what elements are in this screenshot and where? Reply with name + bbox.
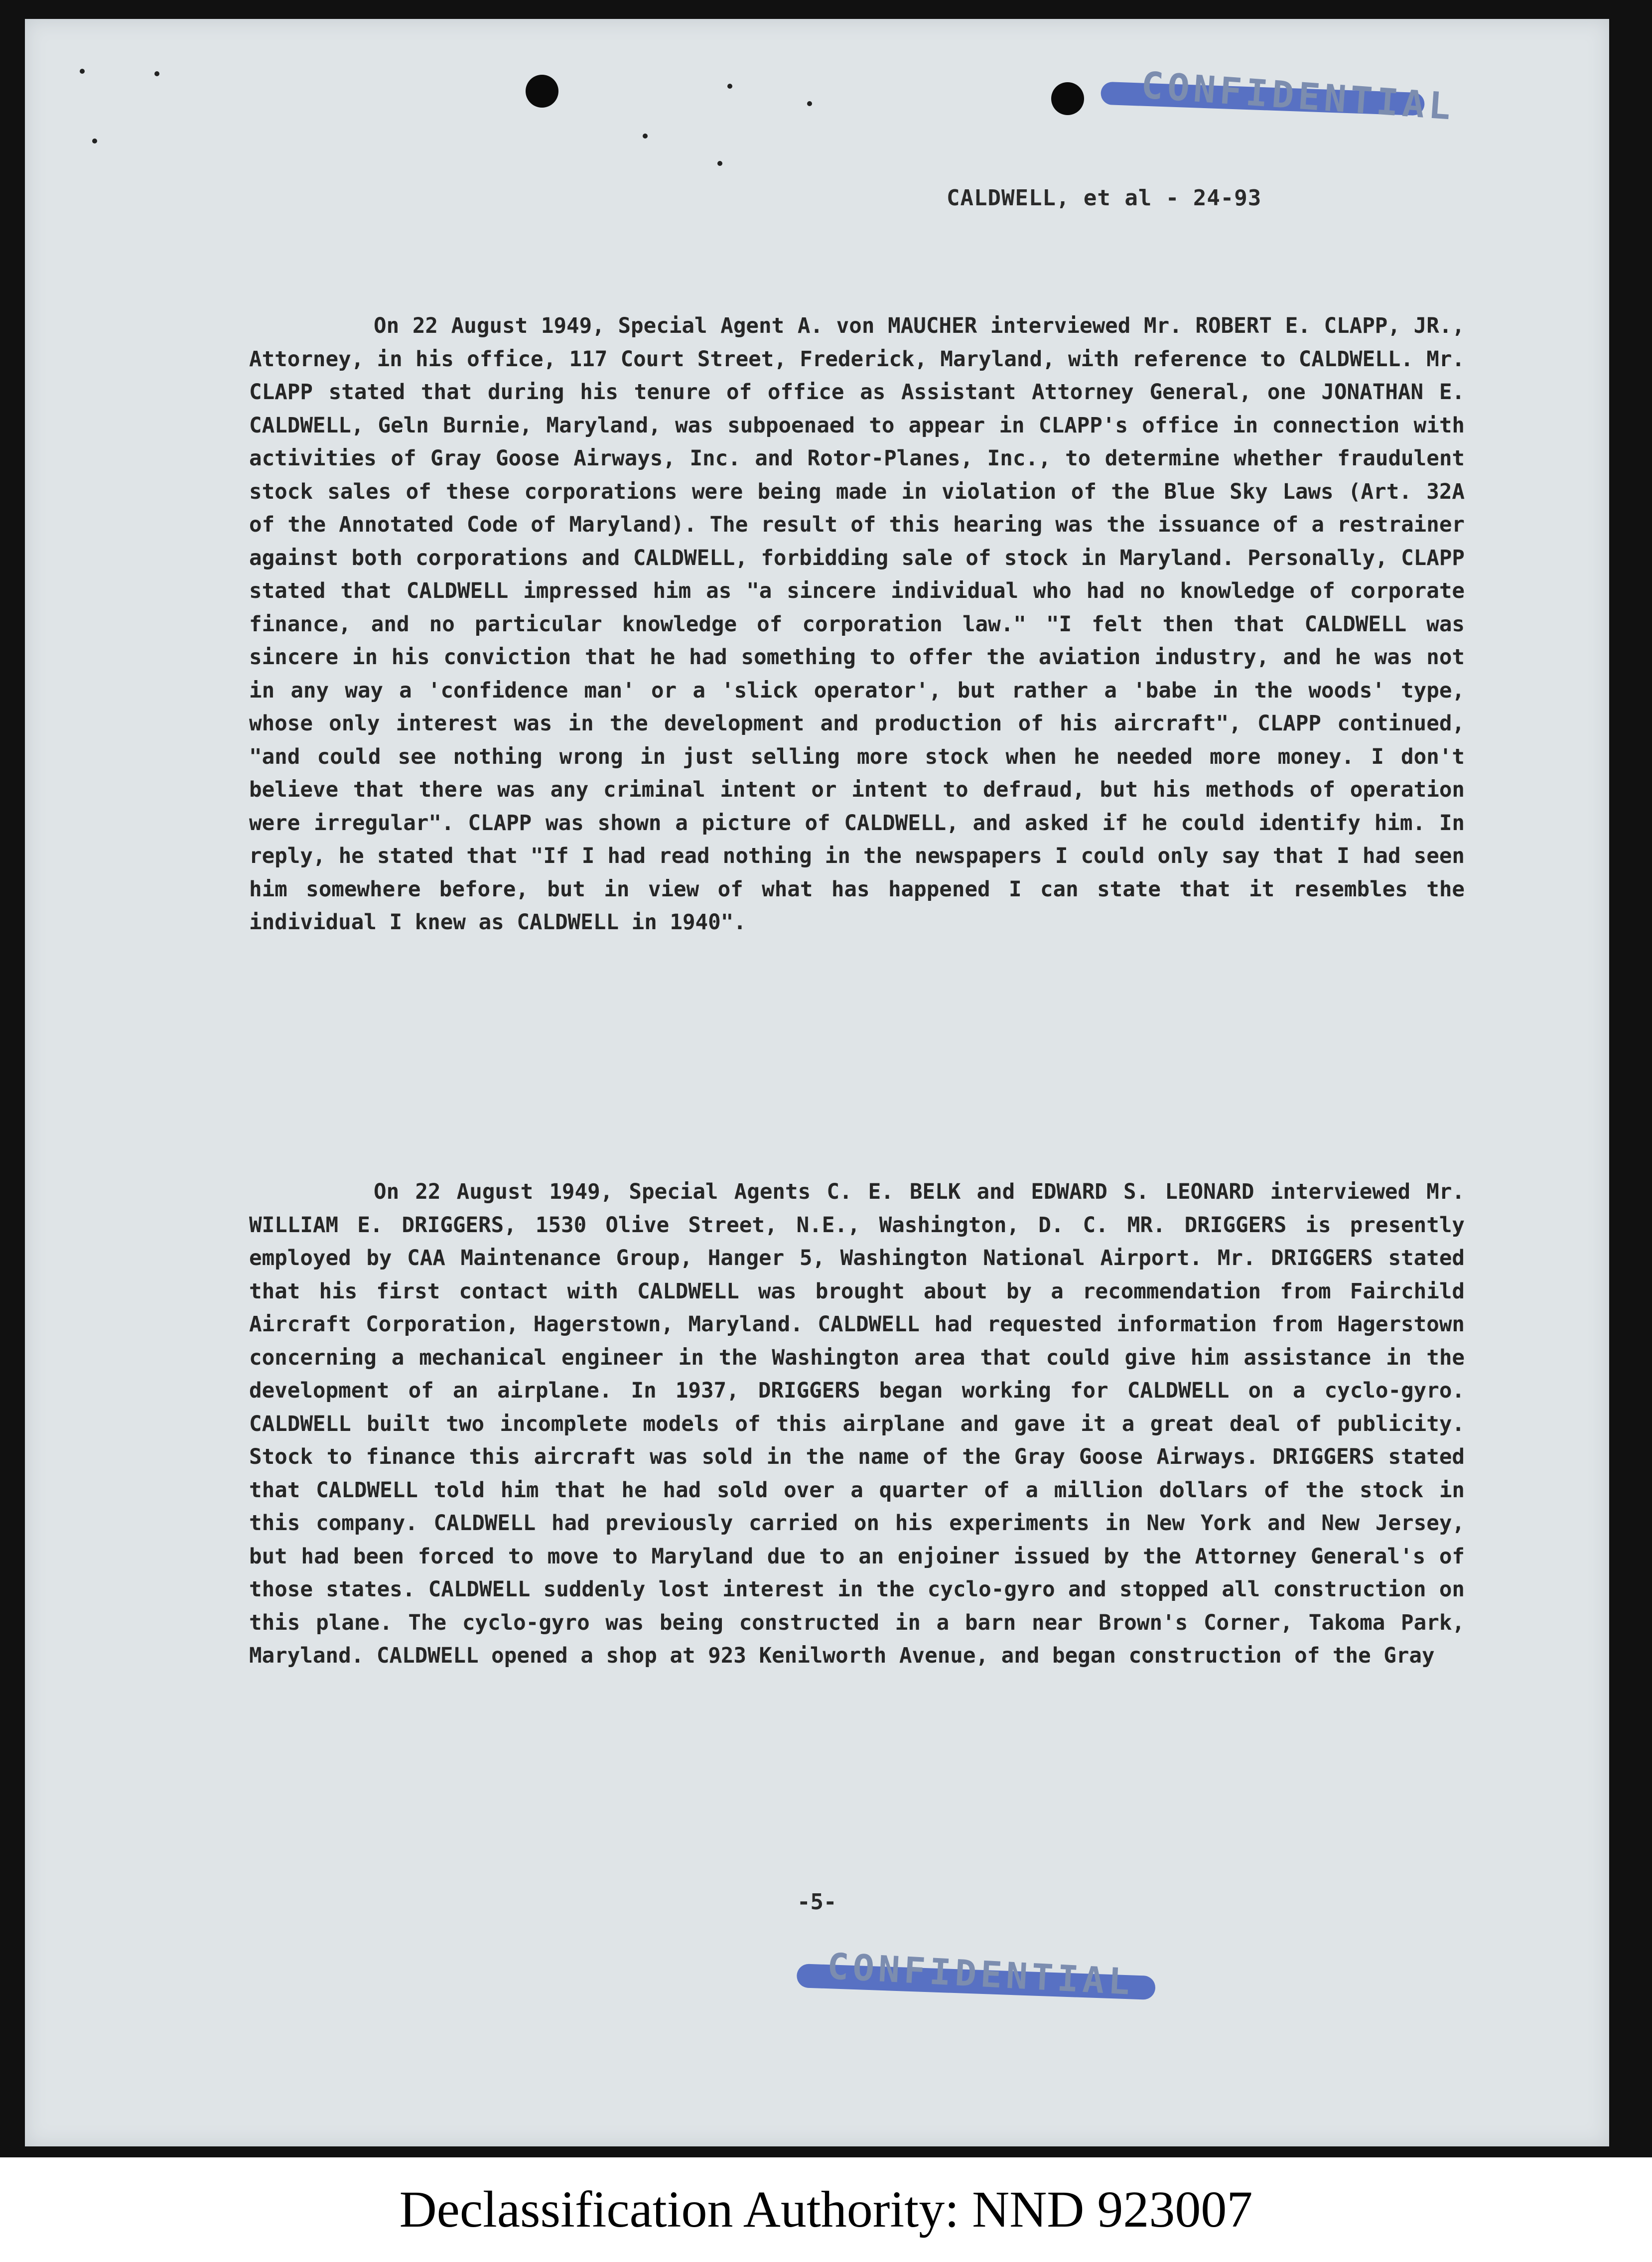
paper-speck <box>92 139 97 143</box>
page-number: -5- <box>797 1889 837 1915</box>
file-reference: CALDWELL, et al - 24-93 <box>947 185 1262 211</box>
paper-speck <box>643 134 648 139</box>
paper-speck <box>80 69 85 74</box>
declassification-footer: Declassification Authority: NND 923007 <box>0 2157 1652 2262</box>
paragraph-clapp-interview: On 22 August 1949, Special Agent A. von MAUCHER interviewed Mr. ROBERT E. CLAPP, JR., Attorney, in his office, 117 Court Street, Frederick, Maryland, with reference to CALDWELL. Mr. CLAPP stated that during his tenure of office as Assistant Attorney General, one JONATHAN E. CALDWELL, Geln Burnie, Maryland, was subpoenaed to appear in CLAPP's office in connection with activities of Gray Goose Airways, Inc. and Rotor-Planes, Inc., to determine whether fraudulent stock sales of these corporations were being made in violation of the Blue Sky Laws (Art. 32A of the Annotated Code of Maryland). The result of this hearing was the issuance of a restrainer against both corporations and CALDWELL, forbidding sale of stock in Maryland. Personally, CLAPP stated that CALDWELL impressed him as "a sincere individual who had no knowledge of corporate finance, and no particular knowledge of corporation law." "I felt then that CALDWELL was sincere in his conviction that he had something to offer the aviation industry, and he was not in any way a 'confidence man' or a 'slick operator', but rather a 'babe in the woods' type, whose only interest was in the development and production of his aircraft", CLAPP continued, "and could see nothing wrong in just selling more stock when he needed more money. I don't believe that there was any criminal intent or intent to defraud, but his methods of operation were irregular". CLAPP was shown a picture of CALDWELL, and asked if he could identify him. In reply, he stated that "If I had read nothing in the newspapers I could only say that I had seen him somewhere before, but in view of what has happened I can state that it resembles the individual I knew as CALDWELL in 1940". <box>249 314 1465 935</box>
paragraph-driggers-interview: On 22 August 1949, Special Agents C. E. BELK and EDWARD S. LEONARD interviewed Mr. WILLIAM E. DRIGGERS, 1530 Olive Street, N.E., Washington, D. C. MR. DRIGGERS is presently employed by CAA Maintenance Group, Hanger 5, Washington National Airport. Mr. DRIGGERS stated that his first contact with CALDWELL was brought about by a recommendation from Fairchild Aircraft Corporation, Hagerstown, Maryland. CALDWELL had requested information from Hagerstown concerning a mechanical engineer in the Washington area that could give him assistance in the development of an airplane. In 1937, DRIGGERS began working for CALDWELL on a cyclo-gyro. CALDWELL built two incomplete models of this airplane and gave it a great deal of publicity. Stock to finance this aircraft was sold in the name of the Gray Goose Airways. DRIGGERS stated that CALDWELL told him that he had sold over a quarter of a million dollars of the stock in this company. CALDWELL had previously carried on his experiments in New York and New Jersey, but had been forced to move to Maryland due to an enjoiner issued by the Attorney General's of those states. CALDWELL suddenly lost interest in the cyclo-gyro and stopped all construction on this plane. The cyclo-gyro was being constructed in a barn near Brown's Corner, Takoma Park, Maryland. CALDWELL opened a shop at 923 Kenilworth Avenue, and began construction of the Gray <box>249 1180 1465 1668</box>
paper-speck <box>807 101 812 106</box>
paper-speck <box>717 161 722 166</box>
punch-hole <box>1051 82 1084 115</box>
punch-hole <box>526 75 558 108</box>
confidential-stamp-text: CONFIDENTIAL <box>1139 64 1456 129</box>
confidential-stamp-text: CONFIDENTIAL <box>826 1945 1135 2003</box>
paper-speck <box>154 71 159 76</box>
paper-speck <box>727 84 732 89</box>
